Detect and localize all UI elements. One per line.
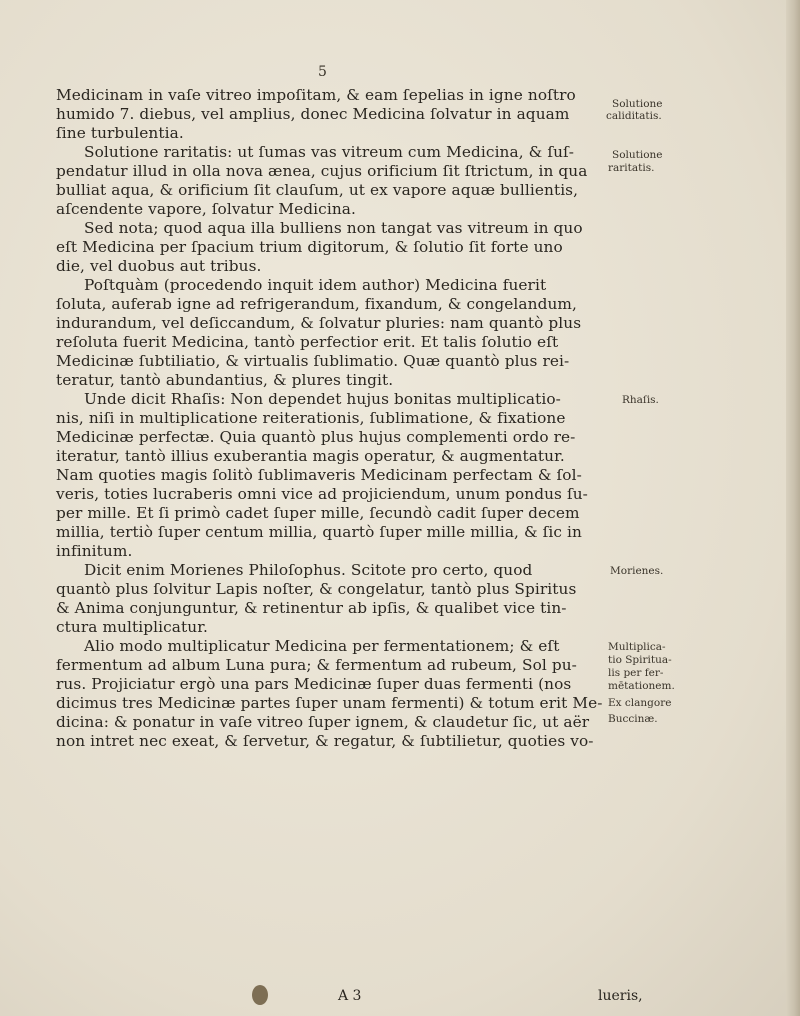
- text-line: Unde dicit Rhaſis: Non dependet hujus bonitas multiplicatio-: [84, 390, 561, 408]
- text-line: Medicinæ perfectæ. Quia quantò plus hujus complementi ordo re-: [56, 428, 576, 446]
- signature-mark: A 3: [338, 988, 362, 1004]
- text-line: Medicinæ ſubtiliatio, & virtualis ſublimatio. Quæ quantò plus rei-: [56, 352, 570, 370]
- margin-note: Solutione: [612, 98, 663, 110]
- margin-note: mētationem.: [608, 680, 675, 692]
- text-line: Nam quoties magis ſolitò ſublimaveris Medicinam perfectam & ſol-: [56, 466, 582, 484]
- text-line: rus. Projiciatur ergò una pars Medicinæ ſuper duas fermenti (nos: [56, 675, 572, 693]
- text-line: die, vel duobus aut tribus.: [56, 257, 262, 275]
- text-line: Poſtquàm (procedendo inquit idem author) Medicina fuerit: [84, 276, 547, 294]
- text-line: indurandum, vel deſiccandum, & ſolvatur pluries: nam quantò plus: [56, 314, 582, 332]
- ink-stain: [252, 985, 268, 1005]
- text-line: iteratur, tantò illius exuberantia magis operatur, & augmentatur.: [56, 447, 565, 465]
- text-line: Alio modo multiplicatur Medicina per fermentationem; & eſt: [84, 637, 560, 655]
- margin-note: Buccinæ.: [608, 713, 658, 725]
- margin-note: caliditatis.: [606, 110, 662, 122]
- catchword: lueris,: [598, 988, 643, 1004]
- margin-note: Multiplica-: [608, 641, 666, 653]
- text-line: fermentum ad album Luna pura; & fermentum ad rubeum, Sol pu-: [56, 656, 577, 674]
- text-line: pendatur illud in olla nova ænea, cujus orificium ſit ſtrictum, in qua: [56, 162, 588, 180]
- text-line: reſoluta fuerit Medicina, tantò perfectior erit. Et talis ſolutio eſt: [56, 333, 559, 351]
- text-line: veris, toties lucraberis omni vice ad projiciendum, unum pondus ſu-: [56, 485, 588, 503]
- text-line: Solutione raritatis: ut ſumas vas vitreum cum Medicina, & ſuſ-: [84, 143, 575, 161]
- text-line: millia, tertiò ſuper centum millia, quartò ſuper mille millia, & ſic in: [56, 523, 582, 541]
- text-line: infinitum.: [56, 542, 133, 560]
- text-line: quantò plus ſolvitur Lapis noſter, & congelatur, tantò plus Spiritus: [56, 580, 577, 598]
- text-line: Sed nota; quod aqua illa bulliens non tangat vas vitreum in quo: [84, 219, 583, 237]
- text-line: dicina: & ponatur in vaſe vitreo ſuper ignem, & claudetur ſic, ut aër: [56, 713, 590, 731]
- text-line: ſoluta, auferab igne ad refrigerandum, fixandum, & congelandum,: [56, 295, 577, 313]
- text-line: aſcendente vapore, ſolvatur Medicina.: [56, 200, 356, 218]
- margin-note: tio Spiritua-: [608, 654, 672, 666]
- text-line: ſine turbulentia.: [56, 124, 184, 142]
- margin-note: Rhaſis.: [622, 394, 659, 406]
- text-line: & Anima conjunguntur, & retinentur ab ipſis, & qualibet vice tin-: [56, 599, 567, 617]
- margin-note: lis per fer-: [608, 667, 664, 679]
- page-edge: [786, 0, 800, 1016]
- text-line: bulliat aqua, & orificium ſit clauſum, ut ex vapore aquæ bullientis,: [56, 181, 579, 199]
- text-line: humido 7. diebus, vel amplius, donec Medicina ſolvatur in aquam: [56, 105, 570, 123]
- text-line: nis, niſi in multiplicatione reiterationis, ſublimatione, & fixatione: [56, 409, 566, 427]
- margin-note: raritatis.: [608, 162, 655, 174]
- text-line: Medicinam in vaſe vitreo impoſitam, & eam ſepelias in igne noſtro: [56, 86, 576, 104]
- margin-note: Morienes.: [610, 565, 664, 577]
- text-line: per mille. Et ſi primò cadet ſuper mille, ſecundò cadit ſuper decem: [56, 504, 580, 522]
- page-number: 5: [318, 64, 327, 80]
- margin-note: Solutione: [612, 149, 663, 161]
- margin-note: Ex clangore: [608, 697, 672, 709]
- text-line: teratur, tantò abundantius, & plures tingit.: [56, 371, 394, 389]
- text-line: Dicit enim Morienes Philoſophus. Scitote pro certo, quod: [84, 561, 533, 579]
- text-line: non intret nec exeat, & ſervetur, & regatur, & ſubtilietur, quoties vo-: [56, 732, 594, 750]
- text-line: ctura multiplicatur.: [56, 618, 208, 636]
- text-line: eſt Medicina per ſpacium trium digitorum, & ſolutio ſit forte uno: [56, 238, 563, 256]
- text-line: dicimus tres Medicinæ partes ſuper unam fermenti) & totum erit Me-: [56, 694, 603, 712]
